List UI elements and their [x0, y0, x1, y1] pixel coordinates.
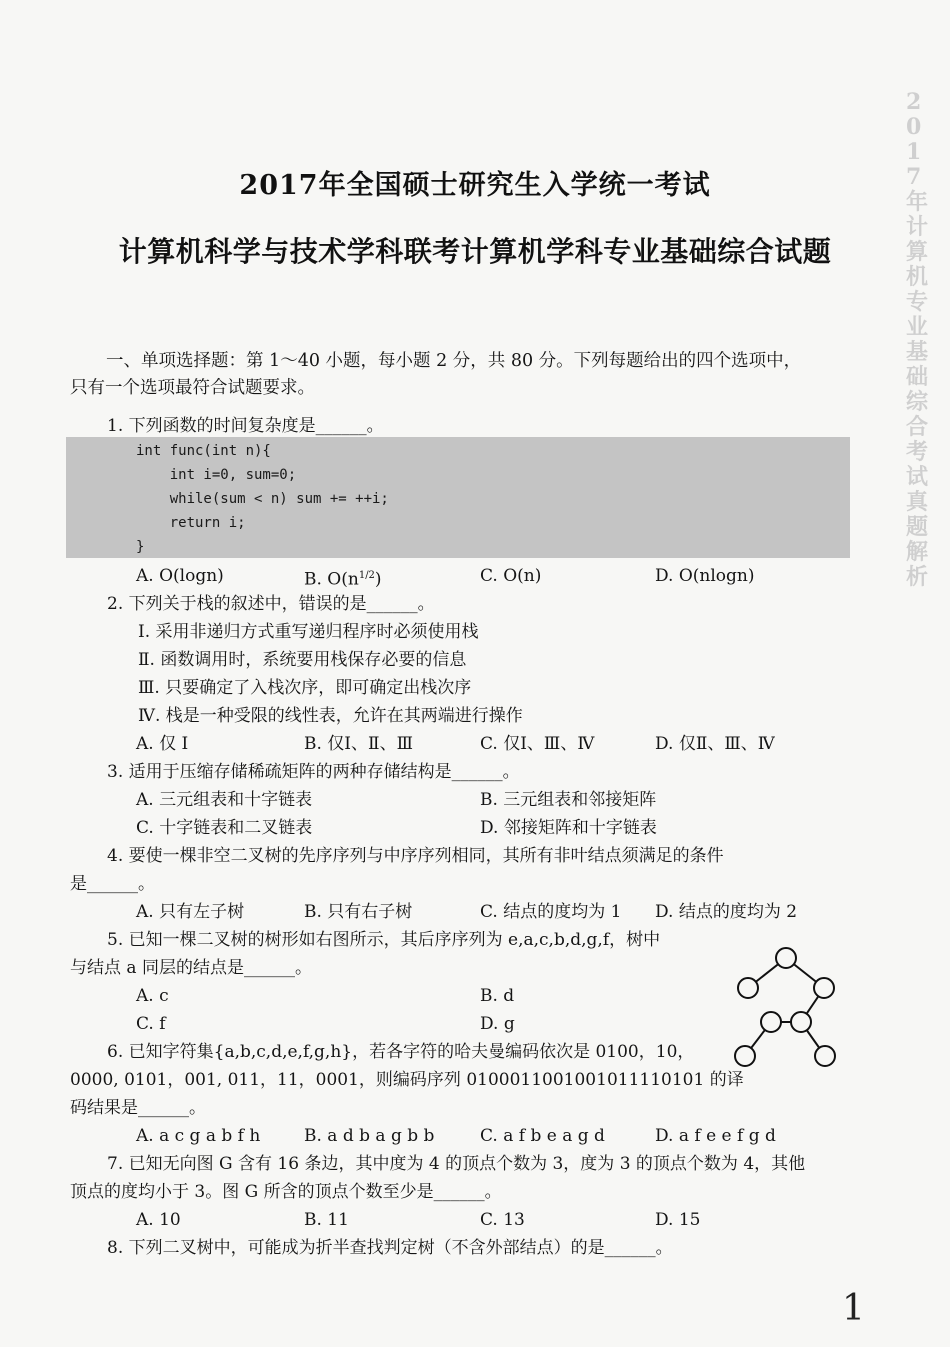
q6-stem-line3: 码结果是______。	[70, 1098, 206, 1118]
answer-blank: ______	[451, 762, 503, 782]
q4-option-b: B. 只有右子树	[304, 902, 413, 922]
q6-option-c: C. a f b e a g d	[480, 1126, 605, 1146]
q5-option-d: D. g	[480, 1014, 515, 1034]
q1-option-c: C. O(n)	[480, 566, 542, 586]
answer-blank: ______	[138, 1098, 189, 1118]
bleed-through-side-text: 2017年计算机专业基础综合考试真题解析	[906, 89, 929, 590]
tree-node	[791, 1012, 811, 1032]
exam-subtitle: 计算机科学与技术学科联考计算机学科专业基础综合试题	[118, 235, 832, 268]
answer-blank: ______	[243, 958, 295, 978]
answer-blank: ______	[366, 594, 418, 614]
q2-option-a: A. 仅 Ⅰ	[136, 734, 189, 754]
code-block	[66, 437, 850, 558]
q3-option-b: B. 三元组表和邻接矩阵	[480, 790, 657, 810]
q4-stem-line2: 是______。	[70, 874, 155, 894]
q2-option-b: B. 仅Ⅰ、Ⅱ、Ⅲ	[304, 734, 413, 754]
answer-blank: ______	[87, 874, 138, 894]
q7-stem: 7. 已知无向图 G 含有 16 条边，其中度为 4 的顶点个数为 3，度为 3 的顶点个数为 4，其他	[107, 1154, 806, 1174]
q3-option-d: D. 邻接矩阵和十字链表	[480, 818, 657, 838]
q2-option-c: C. 仅Ⅰ、Ⅲ、Ⅳ	[480, 734, 595, 754]
tree-node	[814, 978, 834, 998]
q6-stem: 6. 已知字符集{a,b,c,d,e,f,g,h}，若各字符的哈夫曼编码依次是 0100，10，	[107, 1042, 695, 1062]
q3-option-c: C. 十字链表和二叉链表	[136, 818, 313, 838]
q5-option-b: B. d	[480, 986, 515, 1006]
section-heading-line1: 一、单项选择题：第 1～40 小题，每小题 2 分，共 80 分。下列每题给出的四个选项中，	[106, 351, 802, 371]
q2-option-d: D. 仅Ⅱ、Ⅲ、Ⅳ	[655, 734, 775, 754]
q4-stem: 4. 要使一棵非空二叉树的先序序列与中序序列相同，其所有非叶结点须满足的条件	[107, 846, 724, 866]
answer-blank: ______	[433, 1182, 485, 1202]
q1-option-d: D. O(nlogn)	[655, 566, 755, 586]
q6-option-b: B. a d b a g b b	[304, 1126, 435, 1146]
code-line: while(sum < n) sum += ++i;	[136, 491, 389, 507]
q8-stem: 8. 下列二叉树中，可能成为折半查找判定树（不含外部结点）的是______。	[107, 1238, 673, 1258]
q5-option-a: A. c	[136, 986, 169, 1006]
q1-option-b: B. $O(n^{1/2})$	[304, 569, 382, 590]
q7-option-c: C. 13	[480, 1210, 525, 1230]
binary-tree-figure	[728, 938, 846, 1070]
tree-node	[776, 948, 796, 968]
tree-node	[738, 978, 758, 998]
q4-option-d: D. 结点的度均为 2	[655, 902, 798, 922]
q5-stem: 5. 已知一棵二叉树的树形如右图所示，其后序序列为 e,a,c,b,d,g,f，树中	[107, 930, 661, 950]
q2-statement-1: Ⅰ. 采用非递归方式重写递归程序时必须使用栈	[138, 622, 479, 642]
q6-option-a: A. a c g a b f h	[136, 1126, 261, 1146]
section-heading-line2: 只有一个选项最符合试题要求。	[70, 378, 315, 398]
q1-stem: 1. 下列函数的时间复杂度是______。	[107, 416, 384, 436]
q7-option-b: B. 11	[304, 1210, 349, 1230]
tree-node	[735, 1046, 755, 1066]
code-line: }	[136, 539, 145, 555]
q2-statement-4: Ⅳ. 栈是一种受限的线性表，允许在其两端进行操作	[138, 706, 523, 726]
q7-stem-line2: 顶点的度均小于 3。图 G 所含的顶点个数至少是______。	[70, 1182, 502, 1202]
q1-option-a: A. O(logn)	[136, 566, 224, 586]
answer-blank: ______	[604, 1238, 656, 1258]
q6-stem-line2: 0000, 0101，001, 011，11，0001，则编码序列 0100011001001011110101 的译	[70, 1070, 744, 1090]
q4-option-a: A. 只有左子树	[136, 902, 245, 922]
q3-option-a: A. 三元组表和十字链表	[136, 790, 313, 810]
tree-node	[815, 1046, 835, 1066]
q2-statement-2: Ⅱ. 函数调用时，系统要用栈保存必要的信息	[138, 650, 467, 670]
q7-option-d: D. 15	[655, 1210, 701, 1230]
q7-option-a: A. 10	[136, 1210, 181, 1230]
code-line: int i=0, sum=0;	[136, 467, 297, 483]
q5-stem-line2: 与结点 a 同层的结点是______。	[70, 958, 312, 978]
exam-title: 2017年全国硕士研究生入学统一考试	[239, 170, 711, 201]
q2-statement-3: Ⅲ. 只要确定了入栈次序，即可确定出栈次序	[138, 678, 472, 698]
q5-option-c: C. f	[136, 1014, 166, 1034]
tree-node	[761, 1012, 781, 1032]
q6-option-d: D. a f e e f g d	[655, 1126, 776, 1146]
q2-stem: 2. 下列关于栈的叙述中，错误的是______。	[107, 594, 435, 614]
code-line: int func(int n){	[136, 443, 271, 459]
answer-blank: ______	[315, 416, 367, 436]
code-line: return i;	[136, 515, 246, 531]
page-number: 1	[842, 1288, 865, 1329]
q4-option-c: C. 结点的度均为 1	[480, 902, 622, 922]
q3-stem: 3. 适用于压缩存储稀疏矩阵的两种存储结构是______。	[107, 762, 520, 782]
